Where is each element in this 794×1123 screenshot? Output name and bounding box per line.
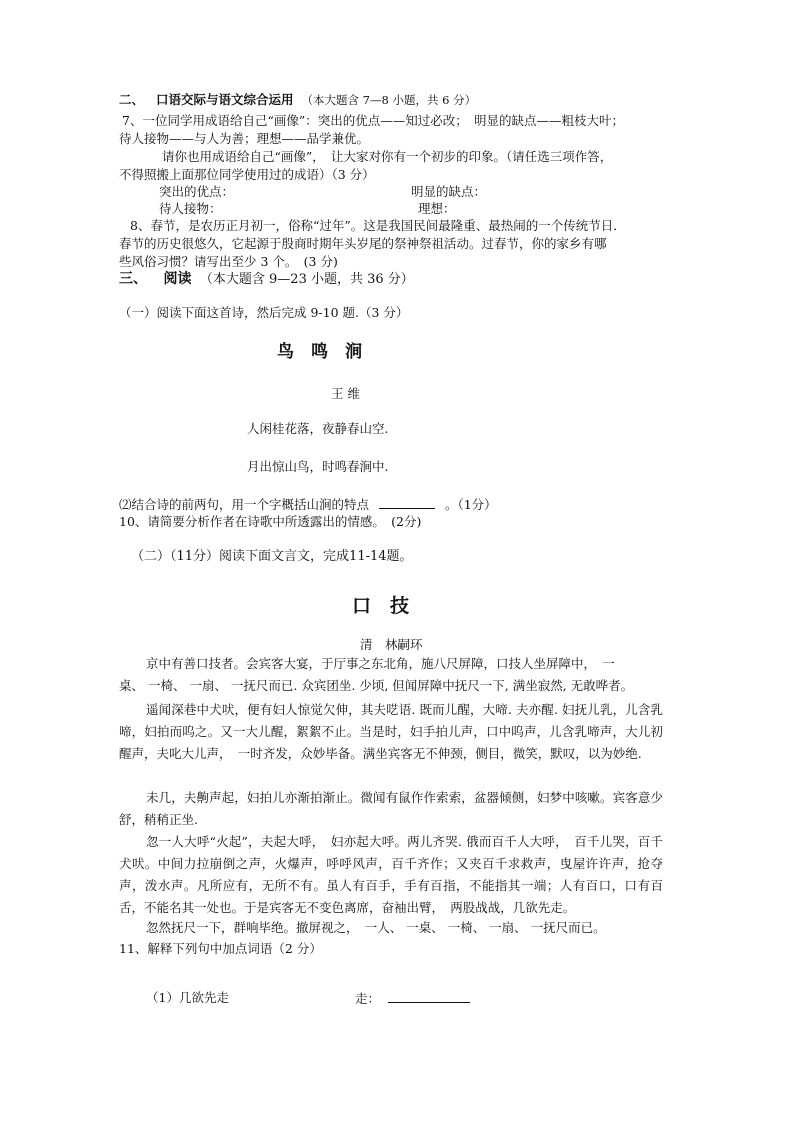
section2-note: （本大题含 7—8 小题，共 6 分） xyxy=(301,93,477,107)
paragraph-1-line1: 京中有善口技者。会宾客大宴，于厅事之东北角，施八尺屏障，口技人坐屏障中， 一 xyxy=(146,656,615,671)
poem-line2: 月出惊山鸟，时鸣春涧中. xyxy=(247,459,389,474)
q11: 11、解释下列句中加点词语（2 分） xyxy=(119,941,322,956)
poem-title: 鸟 鸣 涧 xyxy=(277,342,362,362)
q7-label-strength: 突出的优点： xyxy=(159,184,235,199)
q7-line1: 7、一位同学用成语给自己“画像”：突出的优点——知过必改； 明显的缺点——粗枝大叶； xyxy=(122,113,624,128)
q7-label-weakness: 明显的缺点： xyxy=(411,184,487,199)
poem-author: 王 维 xyxy=(331,386,360,401)
section2-title: 口语交际与语文综合运用 xyxy=(156,92,294,107)
section3-note: （本大题含 9—23 小题，共 36 分） xyxy=(199,272,414,287)
q9 xyxy=(119,496,497,513)
section3-heading xyxy=(119,270,414,289)
q11-item1: （1）几欲先走 xyxy=(146,990,229,1005)
paragraph-5: 忽然抚尺一下，群响毕绝。撤屏视之， 一人、 一桌、 一椅、 一扇、 一抚尺而已。 xyxy=(146,920,606,935)
section2-number: 二、 xyxy=(119,92,145,107)
q9-score: 。（1分） xyxy=(444,497,497,512)
q11-item1-answer xyxy=(355,990,470,1007)
q11-item1-word: 走： xyxy=(355,991,381,1006)
paragraph-2: 遥闻深巷中犬吠，便有妇人惊觉欠伸，其夫呓语. 既而儿醒，大啼. 夫亦醒. 妇抚儿乳，儿含乳啼，妇拍而呜之。又一大儿醒，絮絮不止。当是时，妇手拍儿声，口中呜声，儿含乳啼声，大儿初醒声，夫叱大儿声， 一时齐发，众妙毕备。满坐宾客无不伸颈，侧目，微笑，默叹，以为妙绝. xyxy=(119,702,663,761)
poem-line1: 人闲桂花落，夜静春山空. xyxy=(247,421,389,436)
q7-line4: 不得照搬上面那位同学使用过的成语）（3 分） xyxy=(119,167,375,182)
paragraph-3: 未几，夫齁声起，妇拍儿亦渐拍渐止。微闻有鼠作作索索，盆器倾侧，妇梦中咳嗽。宾客意少舒，稍稍正坐. xyxy=(119,790,663,827)
section3-title: 阅读 xyxy=(163,271,192,287)
text-title: 口 技 xyxy=(352,595,410,617)
q7-line2: 待人接物——与人为善；理想——品学兼优。 xyxy=(119,131,370,146)
q8-line3: 些风俗习惯？请写出至少 3 个。 (3 分) xyxy=(119,254,338,269)
q8-line1: 8、春节，是农历正月初一，俗称“过年”。这是我国民间最隆重、最热闹的一个传统节日． xyxy=(130,218,626,233)
paragraph-4: 忽一人大呼“火起”，夫起大呼， 妇亦起大呼。两儿齐哭. 俄而百千人大呼， 百千儿哭，百千犬吠。中间力拉崩倒之声，火爆声，呼呼风声，百千齐作；又夹百千求救声，曳屋许许声，抢夺声，泼水声。凡所应有，无所不有。虽人有百手，手有百指，不能指其一端；人有百口，口有百舌，不能名其一处也。于是宾客无不变色离席，奋袖出臂， 两股战战，几欲先走。 xyxy=(119,834,663,915)
q9-answer-blank[interactable] xyxy=(379,496,435,509)
q8-line2: 春节的历史很悠久，它起源于殷商时期年头岁尾的祭神祭祖活动。过春节，你的家乡有哪 xyxy=(119,236,607,251)
text-author: 清 林嗣环 xyxy=(360,637,423,652)
q7-label-ideal: 理想： xyxy=(418,201,456,216)
part1-intro: （一）阅读下面这首诗，然后完成 9-10 题.（3 分） xyxy=(119,305,409,320)
section3-number: 三、 xyxy=(119,271,147,287)
q7-label-manner: 待人接物： xyxy=(159,201,222,216)
q9-text: ⑵结合诗的前两句，用一个字概括山涧的特点 xyxy=(119,497,370,512)
q11-item1-answer-blank[interactable] xyxy=(388,990,470,1003)
section2-heading xyxy=(119,92,476,108)
paragraph-1-line2: 桌、 一椅、 一扇、 一抚尺而已. 众宾团坐. 少顷, 但闻屏障中抚尺一下, 满坐寂然, 无敢哗者。 xyxy=(119,678,634,693)
q10: 10、请简要分析作者在诗歌中所透露出的情感。 (2分) xyxy=(119,514,422,529)
q7-line3: 请你也用成语给自己“画像”， 让大家对你有一个初步的印象。（请任选三项作答， xyxy=(162,149,613,164)
part2-intro: （二）（11分）阅读下面文言文，完成11-14题。 xyxy=(131,549,413,564)
